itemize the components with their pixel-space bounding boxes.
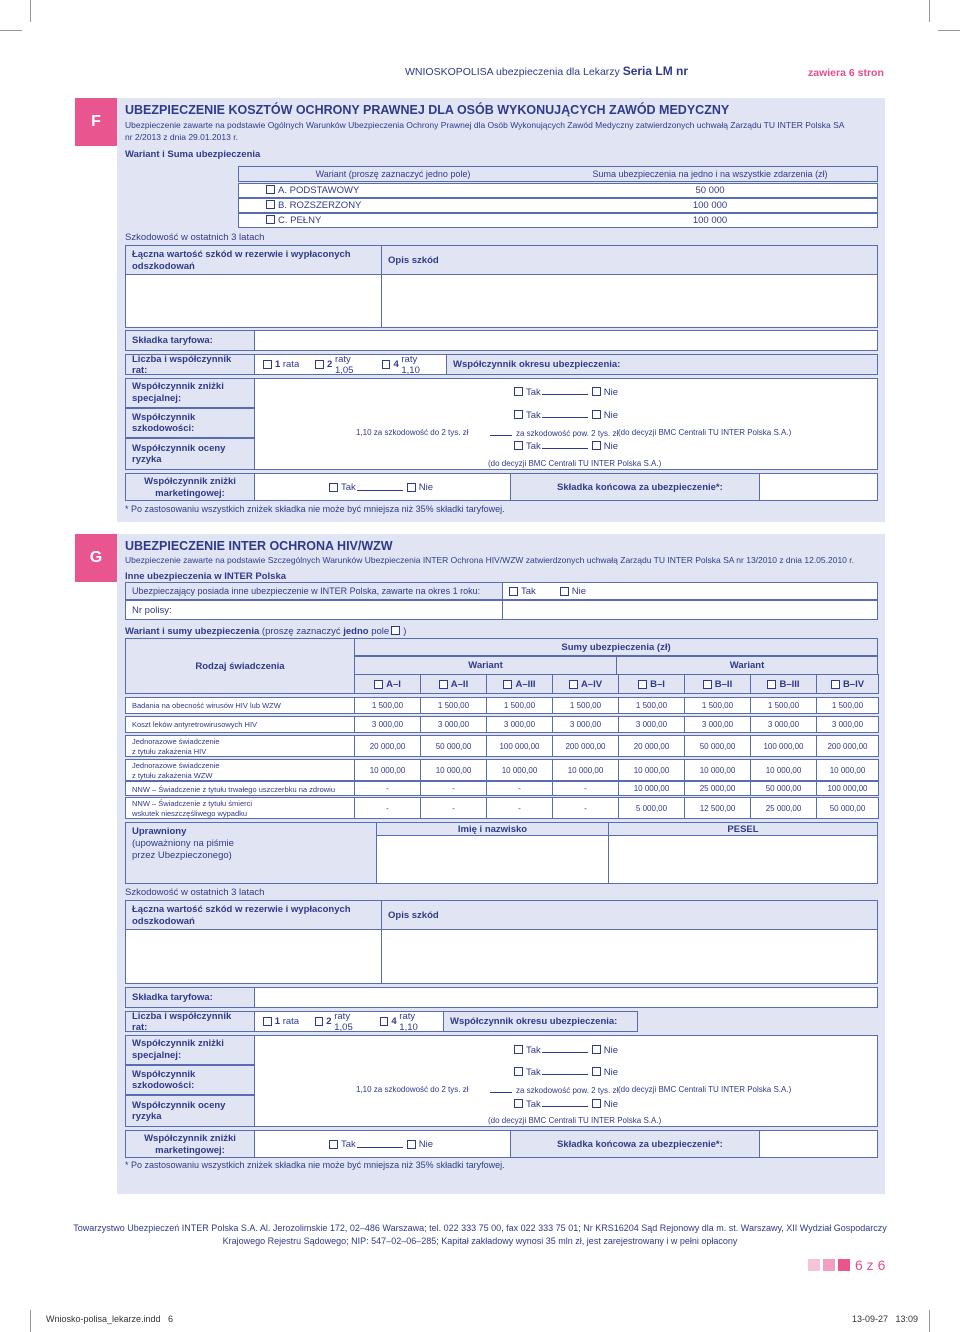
tariff-field[interactable] [254, 330, 878, 351]
checkbox-icon[interactable] [592, 1045, 601, 1054]
sum-value-cell: - [420, 781, 487, 796]
variant-col-label: Wariant (proszę zaznaczyć jedno pole) [315, 169, 471, 179]
section-g-desc: Ubezpieczenie zawarte na podstawie Szczególnych Warunków Ubezpieczenia INTER Ochrona HIV/WZW zatwierdzonych uchwałą Zarządu TU INTER Polska SA nr 13/2010 z dnia 12.05.2010 r. [125, 555, 854, 565]
variant-heading: Wariant i Suma ubezpieczenia [125, 149, 261, 160]
header-title-mid: ubezpieczenia dla Lekarzy [496, 66, 620, 78]
marketing-yes-no[interactable]: Tak Nie [254, 473, 511, 501]
sum-value-cell: 10 000,00 [420, 759, 487, 781]
benefit-row-label: Jednorazowe świadczenie z tytułu zakażenia HIV [125, 735, 355, 757]
beneficiary-label: Uprawniony (upoważniony na piśmie przez Ubezpieczonego) [125, 822, 377, 884]
sum-value-cell: 100 000,00 [750, 735, 817, 757]
sum-value-cell: 1 500,00 [684, 697, 751, 714]
sum-value-cell: - [552, 781, 619, 796]
variant-col-biii-3[interactable]: B–III [750, 674, 817, 694]
sum-value-cell: - [552, 797, 619, 819]
g-footnote: * Po zastosowaniu wszystkich zniżek składka nie może być mniejsza niż 35% składki taryfowej. [125, 1160, 505, 1170]
pesel-field[interactable] [608, 835, 878, 884]
sum-value-cell: 20 000,00 [618, 735, 685, 757]
checkbox-icon[interactable] [592, 441, 601, 450]
variant-header-row [238, 166, 878, 182]
variant-label: A. PODSTAWOWY [278, 185, 360, 196]
sum-value-cell: 3 000,00 [618, 716, 685, 733]
page-square-icon [808, 1259, 820, 1271]
variant-row-a[interactable] [238, 183, 878, 198]
g-marketing-yes-no[interactable]: Tak Nie [254, 1130, 511, 1158]
checkbox-icon[interactable] [703, 680, 712, 689]
g-tariff-label: Składka taryfowa: [125, 987, 255, 1008]
checkbox-icon[interactable] [592, 387, 601, 396]
sum-value-cell: 10 000,00 [552, 759, 619, 781]
checkbox-icon[interactable] [592, 1099, 601, 1108]
benefit-row-label: NNW – Świadczenie z tytułu trwałego uszczerbku na zdrowiu [125, 781, 355, 796]
checkbox-icon[interactable] [503, 680, 512, 689]
company-footer [0, 1222, 960, 1248]
footer-line-1: Towarzystwo Ubezpieczeń INTER Polska S.A. Al. Jerozolimskie 172, 02–486 Warszawa; tel. 022 333 75 00, fax 022 333 75 01; Nr KRS16204 Sąd Rejonowy dla m. st. Warszawy, XII Wydział Gospodarczy [73, 1223, 887, 1233]
checkbox-icon[interactable] [514, 1045, 523, 1054]
g-marketing-discount-label: Współczynnik zniżki marketingowej: [125, 1130, 255, 1158]
sum-col-label: Suma ubezpieczenia na jedno i na wszystkie zdarzenia (zł) [592, 169, 828, 179]
variant-col-aii-2[interactable]: A–II [420, 674, 487, 694]
checkbox-icon[interactable] [560, 587, 569, 596]
sum-value-cell: 1 500,00 [420, 697, 487, 714]
sum-value-cell: - [486, 797, 553, 819]
sum-value-cell: 1 500,00 [552, 697, 619, 714]
crop-mark [938, 30, 960, 31]
g-claims-value-field[interactable] [125, 929, 382, 984]
sum-value-cell: 1 500,00 [816, 697, 879, 714]
sum-value-cell: 10 000,00 [684, 759, 751, 781]
claims-yes-no[interactable]: Tak Nie [514, 410, 618, 421]
sum-value-cell: 50 000,00 [750, 781, 817, 796]
variant-col-bi-1[interactable]: B–I [618, 674, 685, 694]
checkbox-icon[interactable] [266, 185, 275, 194]
footer-line-2: Krajowego Rejestru Sądowego; NIP: 547–02–06–285; Kapitał zakładowy wynosi 35 mln zł, jest zarejestrowany i w pełni opłacony [222, 1236, 738, 1246]
checkbox-icon[interactable] [263, 1017, 272, 1026]
checkbox-icon[interactable] [831, 680, 840, 689]
checkbox-icon[interactable] [407, 1140, 416, 1149]
checkbox-icon[interactable] [374, 680, 383, 689]
variant-sum: 100 000 [692, 215, 728, 226]
print-date: 13-09-27 13:09 [852, 1314, 919, 1324]
checkbox-icon[interactable] [514, 387, 523, 396]
checkbox-icon[interactable] [329, 483, 338, 492]
claims-desc-field[interactable] [381, 274, 878, 328]
marketing-discount-label: Współczynnik zniżki marketingowej: [125, 473, 255, 501]
footnote: * Po zastosowaniu wszystkich zniżek składka nie może być mniejsza niż 35% składki taryfowej. [125, 504, 505, 514]
checkbox-icon[interactable] [514, 1099, 523, 1108]
checkbox-icon [391, 626, 400, 635]
checkbox-icon[interactable] [380, 1017, 389, 1026]
final-premium-label: Składka końcowa za ubezpieczenie*: [510, 473, 760, 501]
crop-mark [929, 0, 930, 22]
variant-row-c[interactable] [238, 213, 878, 228]
sum-value-cell: - [420, 797, 487, 819]
final-premium-field[interactable] [759, 473, 878, 501]
header-title-pre: WNIOSKOPOLISA [405, 66, 494, 78]
variant-label: C. PEŁNY [278, 215, 322, 226]
sum-value-cell: 10 000,00 [618, 781, 685, 796]
variant-a-header: Wariant [354, 656, 617, 675]
installments-options[interactable]: 1 rata 2 raty 1,05 4 raty 1,10 [254, 354, 447, 375]
sum-value-cell: - [354, 797, 421, 819]
variant-col-biv-4[interactable]: B–IV [816, 674, 879, 694]
checkbox-icon[interactable] [514, 410, 523, 419]
claims-factor-label: Współczynnik szkodowości: [125, 408, 255, 438]
risk-yes-no[interactable]: Tak Nie [514, 441, 618, 452]
variant-sum: 50 000 [695, 185, 725, 196]
sums-heading: Sumy ubezpieczenia (zł) [354, 638, 878, 656]
g-bmc-note: (do decyzji BMC Centrali TU INTER Polska S.A.) [618, 1085, 792, 1094]
sum-value-cell: 10 000,00 [618, 759, 685, 781]
sum-value-cell: 1 500,00 [354, 697, 421, 714]
bmc-note: (do decyzji BMC Centrali TU INTER Polska S.A.) [618, 428, 792, 437]
checkbox-icon[interactable] [509, 587, 518, 596]
checkbox-icon[interactable] [592, 1067, 601, 1076]
section-f-desc-1: Ubezpieczenie zawarte na podstawie Ogólnych Warunków Ubezpieczenia Ochrony Prawnej dla Osób Wykonujących Zawód Medyczny zatwierdzonych uchwałą Zarządu TU INTER Polska SA [125, 120, 845, 130]
page-square-icon [838, 1259, 850, 1271]
g-claims-factor-label: Współczynnik szkodowości: [125, 1065, 255, 1095]
other-insurance-yes-no[interactable]: Tak Nie [502, 582, 878, 600]
g-bmc-note: (do decyzji BMC Centrali TU INTER Polska S.A.) [488, 1116, 662, 1125]
doc-header [405, 64, 688, 78]
checkbox-icon[interactable] [266, 200, 275, 209]
sum-value-cell: 10 000,00 [486, 759, 553, 781]
g-final-premium-field[interactable] [759, 1130, 878, 1158]
variant-col-ai-1[interactable]: A–I [354, 674, 421, 694]
checkbox-icon[interactable] [514, 1067, 523, 1076]
g-claims-factor-110: 1,10 za szkodowość do 2 tys. zł [356, 1085, 469, 1094]
variant-col-aiii-3[interactable]: A–III [486, 674, 553, 694]
checkbox-icon[interactable] [315, 360, 324, 369]
claims-value-field[interactable] [125, 274, 382, 328]
g-special-yes-no[interactable]: Tak Nie [514, 1045, 618, 1056]
sum-value-cell: 12 500,00 [684, 797, 751, 819]
checkbox-icon[interactable] [439, 680, 448, 689]
g-claims-value-header: Łączna wartość szkód w rezerwie i wypłaconych odszkodowań [125, 900, 382, 930]
sum-value-cell: 25 000,00 [750, 797, 817, 819]
sum-value-cell: 3 000,00 [684, 716, 751, 733]
variant-label: B. ROZSZERZONY [278, 200, 362, 211]
g-installments-options[interactable]: 1 rata 2 raty 1,05 4 raty 1,10 [254, 1011, 444, 1032]
section-f-marker: F [75, 98, 117, 146]
variant-col-aiv-4[interactable]: A–IV [552, 674, 619, 694]
crop-mark [929, 1310, 930, 1332]
page-square-icon [823, 1259, 835, 1271]
period-label: Współczynnik okresu ubezpieczenia: [446, 354, 878, 375]
g-period-label: Współczynnik okresu ubezpieczenia: [443, 1011, 638, 1032]
policy-number-extra[interactable] [502, 600, 878, 620]
section-f-desc-2: nr 2/2013 z dnia 29.01.2013 r. [125, 132, 238, 142]
g-special-discount-label: Współczynnik zniżki specjalnej: [125, 1035, 255, 1065]
g-variant-heading: Wariant i sumy ubezpieczenia (proszę zaznaczyć jedno pole ) [125, 626, 407, 637]
variant-b-header: Wariant [616, 656, 878, 675]
checkbox-icon[interactable] [638, 680, 647, 689]
sum-value-cell: 20 000,00 [354, 735, 421, 757]
sum-value-cell: - [486, 781, 553, 796]
section-g-marker: G [75, 534, 117, 582]
other-insurance-heading: Inne ubezpieczenia w INTER Polska [125, 571, 287, 582]
benefit-row-label: Badania na obecność wirusów HIV lub WZW [125, 697, 355, 714]
sum-value-cell: 50 000,00 [816, 797, 879, 819]
sum-value-cell: 1 500,00 [750, 697, 817, 714]
g-risk-yes-no[interactable]: Tak Nie [514, 1099, 618, 1110]
sum-value-cell: 3 000,00 [354, 716, 421, 733]
header-series: Seria LM nr [622, 64, 689, 78]
sum-value-cell: 3 000,00 [420, 716, 487, 733]
claims-factor-above: za szkodowość pow. 2 tys. zł [486, 428, 618, 438]
sum-value-cell: 1 500,00 [486, 697, 553, 714]
checkbox-icon[interactable] [329, 1140, 338, 1149]
sum-value-cell: 3 000,00 [486, 716, 553, 733]
checkbox-icon[interactable] [569, 680, 578, 689]
crop-mark [0, 30, 22, 31]
tariff-label: Składka taryfowa: [125, 330, 255, 351]
variant-col-bii-2[interactable]: B–II [684, 674, 751, 694]
g-risk-factor-label: Współczynnik oceny ryzyka [125, 1095, 255, 1127]
bmc-note: (do decyzji BMC Centrali TU INTER Polska S.A.) [488, 459, 662, 468]
sum-value-cell: 200 000,00 [552, 735, 619, 757]
sum-value-cell: 5 000,00 [618, 797, 685, 819]
risk-factor-label: Współczynnik oceny ryzyka [125, 438, 255, 470]
benefit-row-label: Koszt leków antyretrowirusowych HIV [125, 716, 355, 733]
checkbox-icon[interactable] [592, 410, 601, 419]
g-final-premium-label: Składka końcowa za ubezpieczenie*: [510, 1130, 760, 1158]
name-col-header: Imię i nazwisko [376, 822, 609, 836]
sum-value-cell: 1 500,00 [618, 697, 685, 714]
pages-note: zawiera 6 stron [808, 67, 884, 79]
crop-mark [30, 0, 31, 22]
claims-heading: Szkodowość w ostatnich 3 latach [125, 232, 265, 243]
benefit-row-label: Jednorazowe świadczenie z tytułu zakażenia WZW [125, 759, 355, 781]
g-claims-heading: Szkodowość w ostatnich 3 latach [125, 887, 265, 898]
variant-row-b[interactable] [238, 198, 878, 213]
g-claims-factor-above: za szkodowość pow. 2 tys. zł [486, 1085, 618, 1095]
g-tariff-field[interactable] [254, 987, 878, 1008]
sum-value-cell: 10 000,00 [816, 759, 879, 781]
page-number: 6 z 6 [855, 1257, 886, 1273]
print-file-name: Wniosko-polisa_lekarze.indd 6 [46, 1314, 174, 1324]
sum-value-cell: 100 000,00 [486, 735, 553, 757]
special-yes-no[interactable]: Tak Nie [514, 387, 618, 398]
variant-sum: 100 000 [692, 200, 728, 211]
sum-value-cell: 10 000,00 [750, 759, 817, 781]
sum-value-cell: 200 000,00 [816, 735, 879, 757]
crop-mark [30, 1310, 31, 1332]
sum-value-cell: 10 000,00 [354, 759, 421, 781]
sum-value-cell: 3 000,00 [816, 716, 879, 733]
checkbox-icon[interactable] [767, 680, 776, 689]
sum-value-cell: 25 000,00 [684, 781, 751, 796]
g-claims-yes-no[interactable]: Tak Nie [514, 1067, 618, 1078]
checkbox-icon[interactable] [382, 360, 391, 369]
g-claims-desc-header: Opis szkód [381, 900, 878, 930]
benefit-row-label: NNW – Świadczenie z tytułu śmierci wskutek nieszczęśliwego wypadku [125, 797, 355, 819]
section-g-title: UBEZPIECZENIE INTER OCHRONA HIV/WZW [125, 539, 393, 553]
page-indicator [808, 1257, 885, 1273]
other-insurance-question: Ubezpieczający posiada inne ubezpieczenie w INTER Polska, zawarte na okres 1 roku: [125, 582, 503, 600]
checkbox-icon[interactable] [514, 441, 523, 450]
checkbox-icon[interactable] [263, 360, 272, 369]
special-discount-label: Współczynnik zniżki specjalnej: [125, 378, 255, 408]
claims-desc-header: Opis szkód [381, 245, 878, 275]
g-claims-desc-field[interactable] [381, 929, 878, 984]
sum-value-cell: 50 000,00 [684, 735, 751, 757]
checkbox-icon[interactable] [315, 1017, 324, 1026]
checkbox-icon[interactable] [266, 215, 275, 224]
section-f-title: UBEZPIECZENIE KOSZTÓW OCHRONY PRAWNEJ DLA OSÓB WYKONUJĄCYCH ZAWÓD MEDYCZNY [125, 103, 730, 117]
sum-value-cell: 3 000,00 [750, 716, 817, 733]
installments-label: Liczba i współczynnik rat: [125, 354, 255, 375]
name-field[interactable] [376, 835, 609, 884]
claims-factor-110: 1,10 za szkodowość do 2 tys. zł [356, 428, 469, 437]
g-installments-label: Liczba i współczynnik rat: [125, 1011, 255, 1032]
pesel-col-header: PESEL [608, 822, 878, 836]
benefit-col-header: Rodzaj świadczenia [125, 638, 355, 694]
policy-number-field[interactable]: Nr polisy: [125, 600, 503, 620]
sum-value-cell: - [354, 781, 421, 796]
sum-value-cell: 100 000,00 [816, 781, 879, 796]
claims-value-header: Łączna wartość szkód w rezerwie i wypłaconych odszkodowań [125, 245, 382, 275]
checkbox-icon[interactable] [407, 483, 416, 492]
sum-value-cell: 3 000,00 [552, 716, 619, 733]
sum-value-cell: 50 000,00 [420, 735, 487, 757]
